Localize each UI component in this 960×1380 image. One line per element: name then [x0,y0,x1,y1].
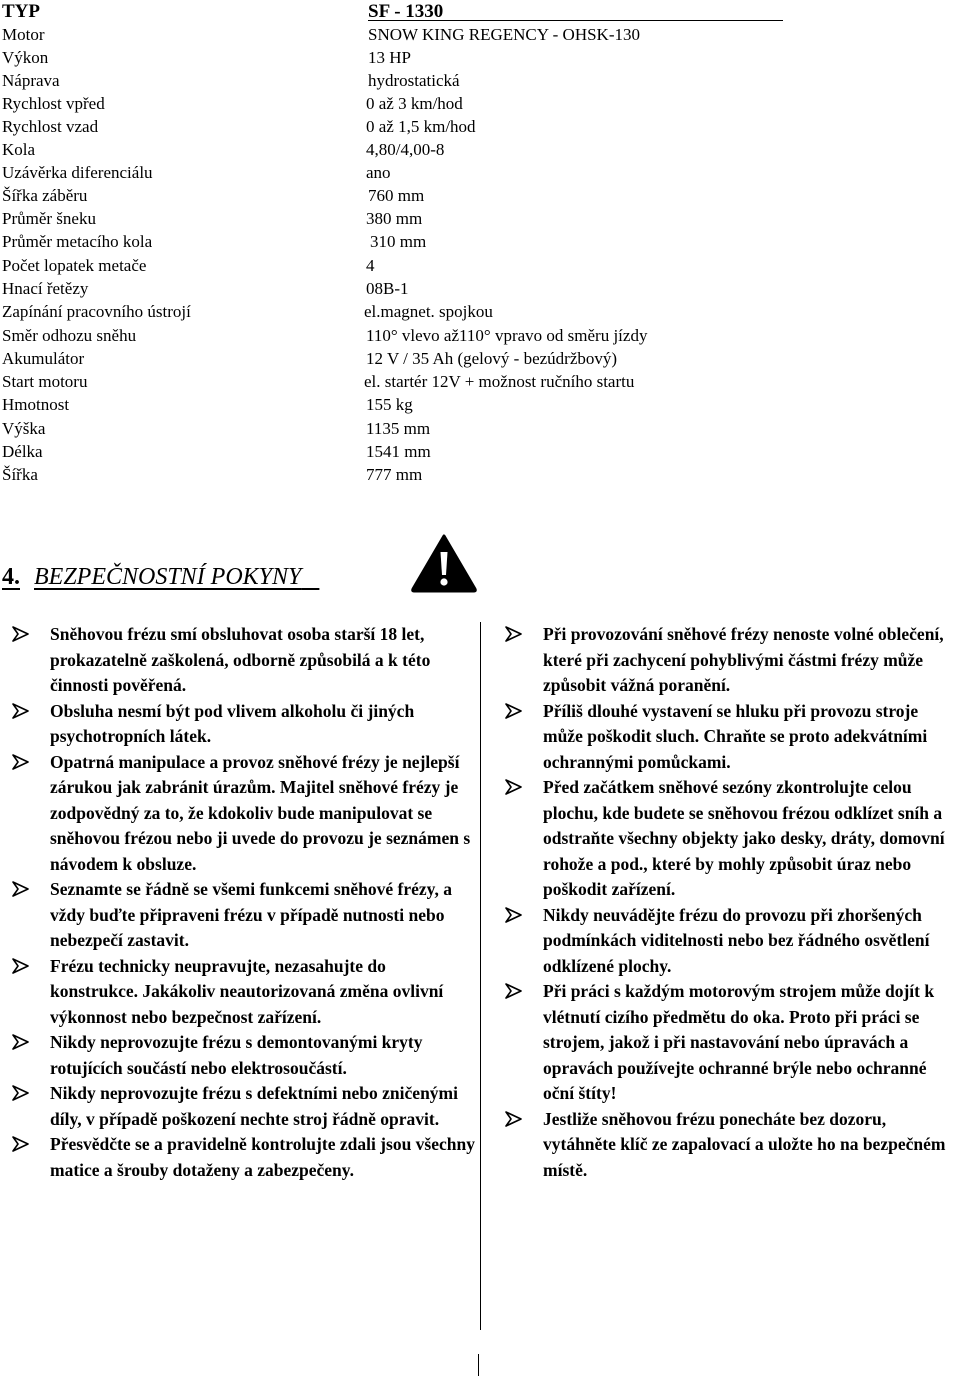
arrow-bullet-icon [12,881,30,897]
spec-label: Délka [2,442,43,461]
arrow-bullet-icon [12,958,30,974]
column-divider [480,622,481,1330]
spec-value: el.magnet. spojkou [364,302,493,321]
list-item [505,622,960,699]
section-number: 4. [2,564,20,590]
spec-label: Hmotnost [2,395,70,414]
list-item [12,877,478,954]
list-item-text: Při práci s každým motorovým strojem může dojít k vlétnutí cizího předmětu do oka. Proto při práci se strojem, jakož i při nastavování nebo úpravách a opravách používejte ochranné brýle nebo ochranné oční štíty! [543,981,935,1103]
spec-value: hydrostatická [368,71,460,90]
spec-value: 110° vlevo až110° vpravo od směru jízdy [366,326,648,345]
spec-value: 1541 mm [366,442,431,461]
section-title: BEZPEČNOSTNÍ POKYNY [34,564,302,590]
spec-label: Průměr metacího kola [2,232,153,251]
spec-value: 4,80/4,00-8 [366,140,445,159]
arrow-bullet-icon [505,983,523,999]
list-item-text: Opatrná manipulace a provoz sněhové frézy je nejlepší zárukou jak zabránit úrazům. Majitel sněhové frézy je zodpovědný za to, že kdokoliv bude manipulovat se sněhovou frézou nebo ji uvede do provozu je seznámen s návodem k obsluze. [50,751,471,874]
spec-value: 13 HP [368,48,411,67]
arrow-bullet-icon [12,1136,30,1152]
spec-value: 310 mm [370,232,427,251]
spec-value: SNOW KING REGENCY - OHSK-130 [368,25,640,44]
spec-value: 0 až 1,5 km/hod [366,117,476,136]
spec-label: Směr odhozu sněhu [2,326,137,345]
spec-value: 760 mm [368,186,425,205]
spec-label: Akumulátor [2,349,85,368]
spec-value: 4 [366,256,375,275]
list-item-text: Nikdy neuvádějte frézu do provozu při zhoršených podmínkách viditelnosti nebo bez řádného osvětlení odklízené plochy. [543,904,930,976]
spec-label: Kola [2,140,36,159]
section-heading [2,564,319,591]
safety-list-left [12,622,478,1183]
spec-label: Zapínání pracovního ústrojí [2,302,191,321]
header-underline [368,20,783,21]
spec-label: Uzávěrka diferenciálu [2,163,153,182]
spec-value: el. startér 12V + možnost ručního startu [364,372,635,391]
spec-label: Hnací řetězy [2,279,89,298]
spec-value: ano [366,163,391,182]
arrow-bullet-icon [505,779,523,795]
spec-header-value: SF - 1330 [368,1,444,22]
list-item-text: Nikdy neprovozujte frézu s demontovanými kryty rotujících součástí nebo elektrosoučástí. [50,1032,423,1078]
arrow-bullet-icon [505,907,523,923]
safety-list-right [505,622,960,1183]
page-divider-mark [478,1354,479,1376]
list-item-text: Seznamte se řádně se všemi funkcemi sněhové frézy, a vždy buďte připraveni frézu v případě nutnosti nebo nebezpečí zastavit. [50,879,452,950]
list-item [505,1107,960,1184]
list-item [12,1081,478,1132]
list-item-text: Obsluha nesmí být pod vlivem alkoholu či jiných psychotropních látek. [50,700,415,746]
arrow-bullet-icon [12,626,30,642]
list-item-text: Příliš dlouhé vystavení se hluku při provozu stroje může poškodit sluch. Chraňte se proto adekvátními ochrannými pomůckami. [543,700,928,772]
list-item-text: Přesvědčte se a pravidelně kontrolujte zdali jsou všechny matice a šrouby dotaženy a zabezpečeny. [50,1134,475,1180]
spec-label: Počet lopatek metače [2,256,147,275]
spec-label: Rychlost vzad [2,117,99,136]
arrow-bullet-icon [12,1034,30,1050]
spec-header-label: TYP [2,1,40,22]
arrow-bullet-icon [12,703,30,719]
spec-label: Výška [2,419,46,438]
spec-label: Průměr šneku [2,209,96,228]
spec-value: 1135 mm [366,419,431,438]
list-item-text: Jestliže sněhovou frézu ponecháte bez dozoru, vytáhněte klíč ze zapalovací a uložte ho na bezpečném místě. [543,1108,946,1180]
list-item-text: Před začátkem sněhové sezóny zkontrolujte celou plochu, kde budete se sněhovou frézou odklízet sníh a odstraňte všechny objekty jako desky, dráty, domovní rohože a pod., které by mohly způsobit úraz nebo poškodit zařízení. [543,777,945,899]
list-item [12,750,478,878]
spec-label: Start motoru [2,372,88,391]
spec-label: Rychlost vpřed [2,94,105,113]
spec-value: 380 mm [366,209,423,228]
list-item-text: Frézu technicky neupravujte, nezasahujte do konstrukce. Jakákoliv neautorizovaná změna ovlivní výkonnost nebo bezpečnost zařízení. [50,955,444,1027]
list-item [12,699,478,750]
arrow-bullet-icon [12,1085,30,1101]
spec-value: 0 až 3 km/hod [366,94,463,113]
arrow-bullet-icon [505,1111,523,1127]
list-item [505,699,960,776]
spec-label: Šířka [2,465,38,484]
list-item [12,622,478,699]
spec-label: Motor [2,25,45,44]
spec-label: Náprava [2,71,60,90]
list-item [505,903,960,980]
list-item [505,775,960,903]
spec-value: 12 V / 35 Ah (gelový - bezúdržbový) [366,349,618,368]
list-item [12,1030,478,1081]
list-item [12,1132,478,1183]
spec-value: 777 mm [366,465,423,484]
list-item-text: Nikdy neprovozujte frézu s defektními nebo zničenými díly, v případě poškození nechte stroj řádně opravit. [50,1083,458,1129]
spec-value: 08B-1 [366,279,409,298]
list-item [12,954,478,1031]
spec-value: 155 kg [366,395,413,414]
arrow-bullet-icon [505,626,523,642]
arrow-bullet-icon [505,703,523,719]
arrow-bullet-icon [12,754,30,770]
spec-label: Výkon [2,48,49,67]
list-item-text: Při provozování sněhové frézy nenoste volné oblečení, které při zachycení pohyblivými částmi frézy může způsobit vážná poranění. [543,624,944,695]
list-item [505,979,960,1107]
list-item-text: Sněhovou frézu smí obsluhovat osoba starší 18 let, prokazatelně zaškolená, odborně způsobilá a k této činnosti pověřená. [50,624,431,695]
spec-label: Šířka záběru [2,186,88,205]
warning-triangle-icon [410,533,478,593]
